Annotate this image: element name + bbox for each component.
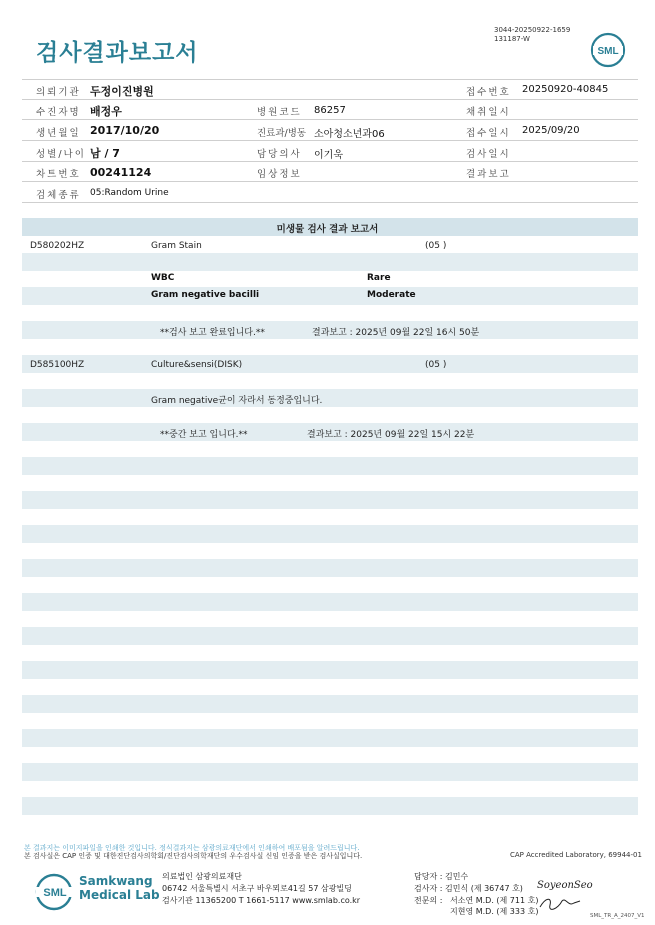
divider	[22, 140, 638, 141]
stripe	[22, 525, 638, 543]
divider	[22, 119, 638, 120]
divider	[22, 181, 638, 182]
specimen-label: 검체종류	[36, 190, 81, 201]
test2-note: Gram negative균이 자라서 동정중입니다.	[151, 396, 323, 406]
test2-status: **중간 보고 입니다.**	[160, 430, 248, 440]
brand-line-1: Samkwang	[79, 874, 153, 888]
birth-label: 생년월일	[36, 128, 81, 139]
receipt-no-value: 20250920-40845	[522, 84, 609, 95]
test-name: Culture&sensi(DISK)	[151, 360, 243, 370]
stripe	[22, 797, 638, 815]
reference-line-1: 3044-20250922-1659	[494, 26, 571, 34]
report-label: 결과보고	[466, 169, 511, 180]
sml-logo-icon	[590, 32, 626, 68]
gnb-value: Moderate	[367, 290, 416, 300]
test-code: D580202HZ	[30, 241, 85, 251]
test-code: D585100HZ	[30, 360, 85, 370]
stripe	[22, 491, 638, 509]
signature-mark-icon	[538, 895, 582, 911]
specialist-label: 전문의 :	[414, 896, 443, 905]
stripe	[22, 457, 638, 475]
receipt-date-label: 접수일시	[466, 128, 511, 139]
divider	[22, 99, 638, 100]
section-title: 미생물 검사 결과 보고서	[276, 224, 379, 235]
divider	[22, 79, 638, 80]
specialist-1: 서소연 M.D. (제 711 호)	[450, 896, 539, 905]
stripe	[22, 729, 638, 747]
divider	[22, 161, 638, 162]
hospital-code-label: 병원코드	[257, 107, 302, 118]
receipt-date-value: 2025/09/20	[522, 125, 580, 136]
chart-value: 00241124	[90, 166, 152, 179]
sml-footer-logo-text: SML	[43, 887, 67, 899]
sex-age-value: 남 / 7	[90, 147, 120, 160]
stripe	[22, 763, 638, 781]
stripe	[22, 253, 638, 271]
stripe	[22, 559, 638, 577]
org-name: 의료법인 삼광의료재단	[162, 872, 242, 881]
client-label: 의뢰기관	[36, 87, 81, 98]
dept-value: 소아청소년과06	[314, 129, 385, 140]
test2-report-time: 결과보고 : 2025년 09월 22일 15시 22분	[307, 430, 475, 440]
sml-logo-text: SML	[597, 46, 619, 57]
test-date-label: 검사일시	[466, 149, 511, 160]
test-name: Gram Stain	[151, 241, 202, 251]
specimen-value: 05:Random Urine	[90, 188, 169, 198]
clinical-label: 임상정보	[257, 169, 302, 180]
doctor-label: 담당의사	[257, 149, 302, 160]
divider	[22, 202, 638, 203]
test1-report-time: 결과보고 : 2025년 09월 22일 16시 50분	[312, 328, 480, 338]
dept-label: 진료과/병동	[257, 128, 307, 139]
footer-brand	[79, 874, 160, 902]
birth-value: 2017/10/20	[90, 124, 160, 137]
stripe	[22, 355, 638, 373]
wbc-label: WBC	[151, 273, 175, 283]
manager: 담당자 : 김민수	[414, 872, 469, 881]
org-contact: 검사기관 11365200 T 1661-5117 www.smlab.co.kr	[162, 896, 361, 905]
stripe	[22, 287, 638, 305]
sex-age-label: 성별/나이	[36, 149, 86, 160]
doctor-value: 이기욱	[314, 150, 343, 161]
stripe	[22, 695, 638, 713]
specialist-2: 지현영 M.D. (제 333 호)	[450, 907, 539, 916]
name-value: 배정우	[90, 105, 122, 118]
stripe	[22, 389, 638, 407]
sml-footer-logo-icon	[34, 872, 78, 912]
form-number: SML_TR_A_2407_V1	[590, 913, 645, 919]
gnb-label: Gram negative bacilli	[151, 290, 260, 300]
notice-line-1: 본 결과지는 이미지파일을 인쇄한 것입니다. 정식결과지는 삼광의료재단에서 인쇄하여 배포됨을 알려드립니다.	[24, 844, 360, 852]
collect-date-label: 채취일시	[466, 107, 511, 118]
brand-line-2: Medical Lab	[79, 888, 160, 902]
page-title: 검사결과보고서	[36, 40, 199, 66]
cap-accreditation: CAP Accredited Laboratory, 69944-01	[510, 851, 642, 859]
stripe	[22, 661, 638, 679]
receipt-no-label: 접수번호	[466, 87, 511, 98]
test-specimen: (05 )	[425, 241, 447, 251]
chart-label: 차트번호	[36, 169, 81, 180]
hospital-code-value: 86257	[314, 105, 346, 116]
stripe	[22, 627, 638, 645]
tester: 검사자 : 김민식 (제 36747 호)	[414, 884, 523, 893]
signature: SoyeonSeo	[537, 880, 593, 891]
reference-number	[494, 26, 570, 44]
name-label: 수진자명	[36, 107, 81, 118]
reference-line-2: 131187-W	[494, 35, 530, 43]
test-specimen: (05 )	[425, 360, 447, 370]
org-address: 06742 서울특별시 서초구 바우뫼로41길 57 삼광빌딩	[162, 884, 352, 893]
stripe	[22, 593, 638, 611]
wbc-value: Rare	[367, 273, 391, 283]
notice-line-2: 본 검사실은 CAP 인증 및 대한진단검사의학회/진단검사의학재단의 우수검사실 신임 인증을 받은 검사실입니다.	[24, 852, 363, 860]
client-value: 두정이진병원	[90, 85, 154, 98]
test1-status: **검사 보고 완료입니다.**	[160, 328, 265, 338]
